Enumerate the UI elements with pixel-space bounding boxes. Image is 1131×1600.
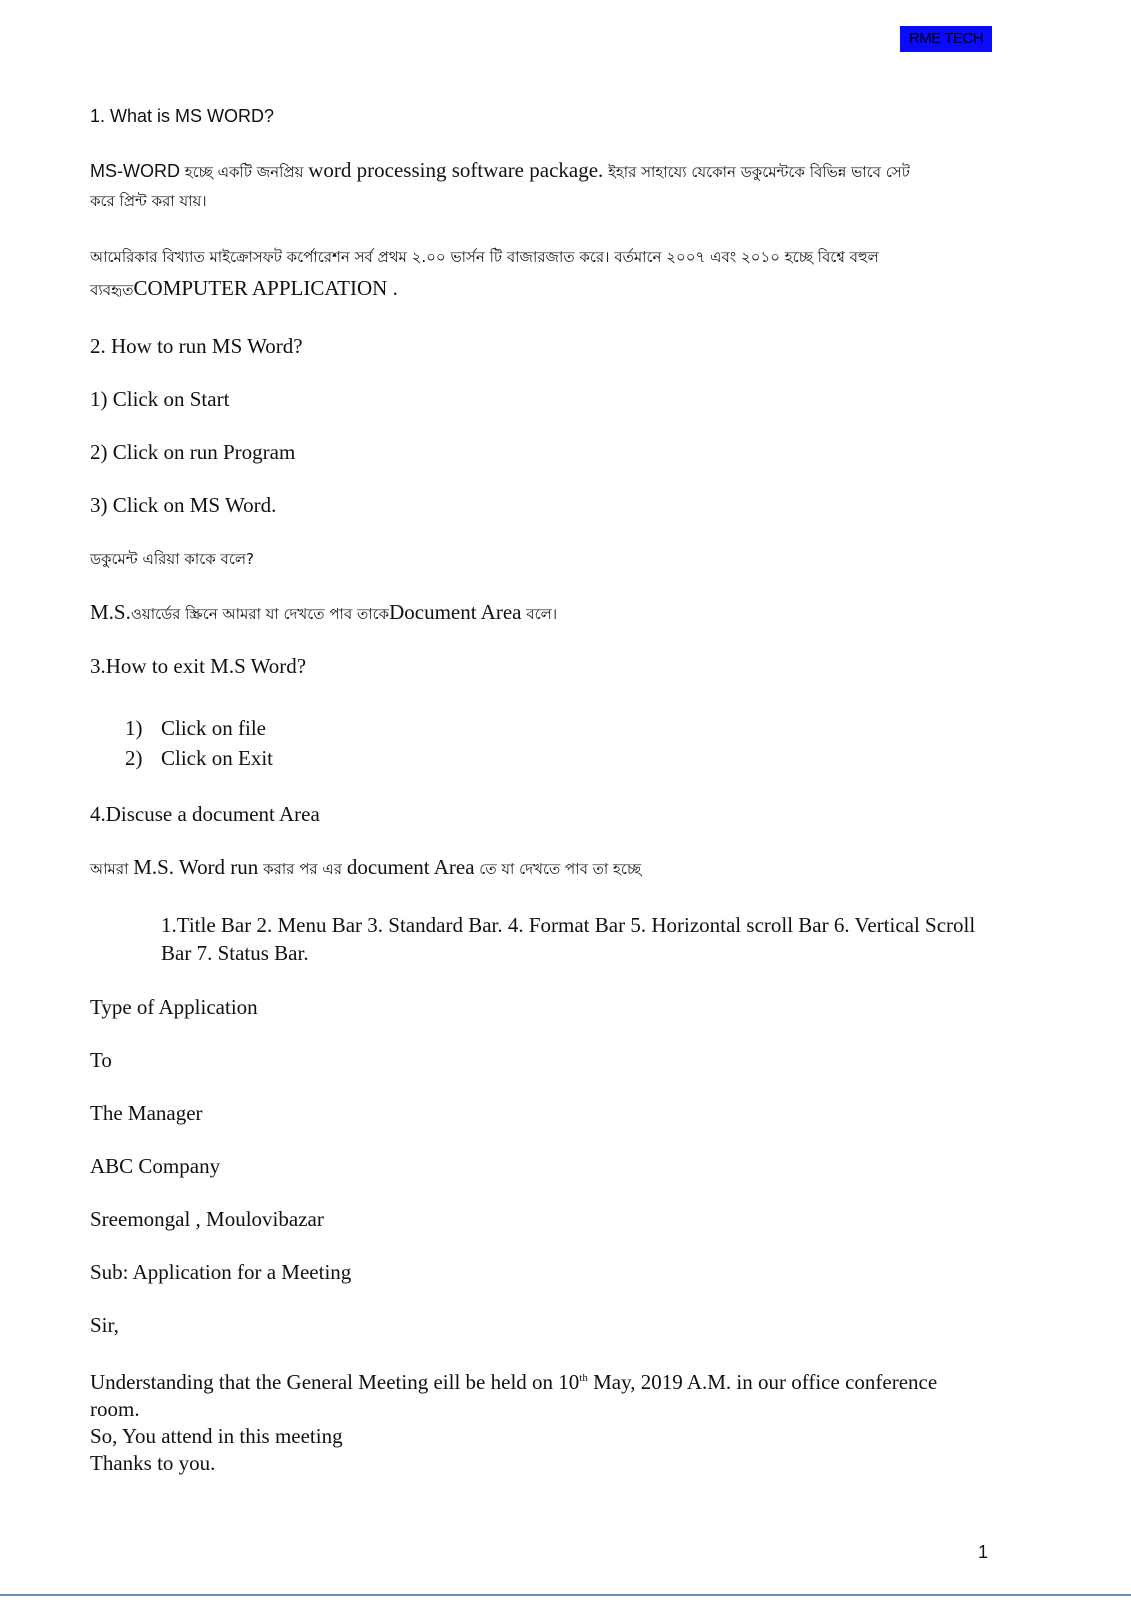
list-number: 2) <box>125 746 143 770</box>
q1-text: ইহার সাহায্যে যেকোন ডকুমেন্টকে বিভিন্ন ভাবে সেট <box>603 163 910 181</box>
list-text: Click on file <box>161 716 266 740</box>
letter-recipient: The Manager <box>90 1101 203 1125</box>
page-number: 1 <box>978 1542 989 1562</box>
letter-company: ABC Company <box>90 1154 221 1178</box>
q4-text: করার পর এর <box>258 860 347 878</box>
q4-text: তে যা দেখতে পাব তা হচ্ছে <box>474 860 642 878</box>
letter-body-line-2: room. <box>90 1397 140 1421</box>
q4-text: document Area <box>346 855 475 879</box>
q1-paragraph-2-line-2 <box>90 274 398 304</box>
q1-paragraph-1-line-1 <box>90 156 910 186</box>
q4-text: M.S. Word run <box>133 855 259 879</box>
doc-area-text: ওয়ার্ডের স্ক্রিনে আমরা যা দেখতে পাব তাকে <box>130 605 390 623</box>
letter-subject: Sub: Application for a Meeting <box>90 1260 352 1284</box>
letter-body-superscript: th <box>579 1372 588 1384</box>
doc-area-text: M.S. <box>90 600 131 624</box>
header-tag: RME TECH <box>900 26 992 52</box>
letter-body-line-3: So, You attend in this meeting <box>90 1424 343 1448</box>
q1-paragraph-1-line-2: করে প্রিন্ট করা যায়। <box>90 192 207 210</box>
q4-title: 4.Discuse a document Area <box>90 802 320 826</box>
letter-to: To <box>90 1048 112 1072</box>
q2-step: 3) Click on MS Word. <box>90 493 277 517</box>
q1-text: হচ্ছে একটি জনপ্রিয় <box>179 163 309 181</box>
q4-text: আমরা <box>90 860 134 878</box>
q1-title: 1. What is MS WORD? <box>90 106 275 126</box>
q2-step: 2) Click on run Program <box>90 440 296 464</box>
q1-paragraph-2-line-1: আমেরিকার বিখ্যাত মাইক্রোসফট কর্পোরেশন সর্ব প্রথম ২.০০ ভার্সন টি বাজারজাত করে। বর্তমানে ২০০৭ এবং ২০১০ হচ্ছে বিশ্বে বহুল <box>90 248 879 266</box>
letter-body-text: May, 2019 A.M. in our office conference <box>587 1370 938 1394</box>
letter-salutation: Sir, <box>90 1313 119 1337</box>
doc-area-answer <box>90 598 557 628</box>
q2-title: 2. How to run MS Word? <box>90 334 303 358</box>
q3-list-item <box>125 714 266 742</box>
q3-title: 3.How to exit M.S Word? <box>90 654 307 678</box>
q4-intro <box>90 853 641 883</box>
list-number: 1) <box>125 716 143 740</box>
doc-area-text: Document Area <box>389 600 522 624</box>
q2-step: 1) Click on Start <box>90 387 230 411</box>
q1-text: MS-WORD <box>90 161 180 181</box>
doc-area-text: বলে। <box>521 605 558 623</box>
page-bottom-divider <box>0 1594 1131 1596</box>
letter-address: Sreemongal , Moulovibazar <box>90 1207 324 1231</box>
q3-list-item <box>125 744 273 772</box>
letter-body-text: Understanding that the General Meeting eill be held on 10 <box>90 1370 580 1394</box>
q4-list: 1.Title Bar 2. Menu Bar 3. Standard Bar. 4. Format Bar 5. Horizontal scroll Bar 6. Vertical Scroll Bar 7. Status Bar. <box>161 913 976 965</box>
letter-type-title: Type of Application <box>90 995 258 1019</box>
letter-closing: Thanks to you. <box>90 1451 216 1475</box>
q1-text: COMPUTER APPLICATION . <box>133 276 398 300</box>
doc-area-question: ডকুমেন্ট এরিয়া কাকে বলে? <box>90 550 255 568</box>
q1-text: word processing software package. <box>308 158 604 182</box>
list-text: Click on Exit <box>161 746 273 770</box>
q1-text: ব্যবহৃত <box>90 281 134 299</box>
letter-body-line-1 <box>90 1368 937 1396</box>
